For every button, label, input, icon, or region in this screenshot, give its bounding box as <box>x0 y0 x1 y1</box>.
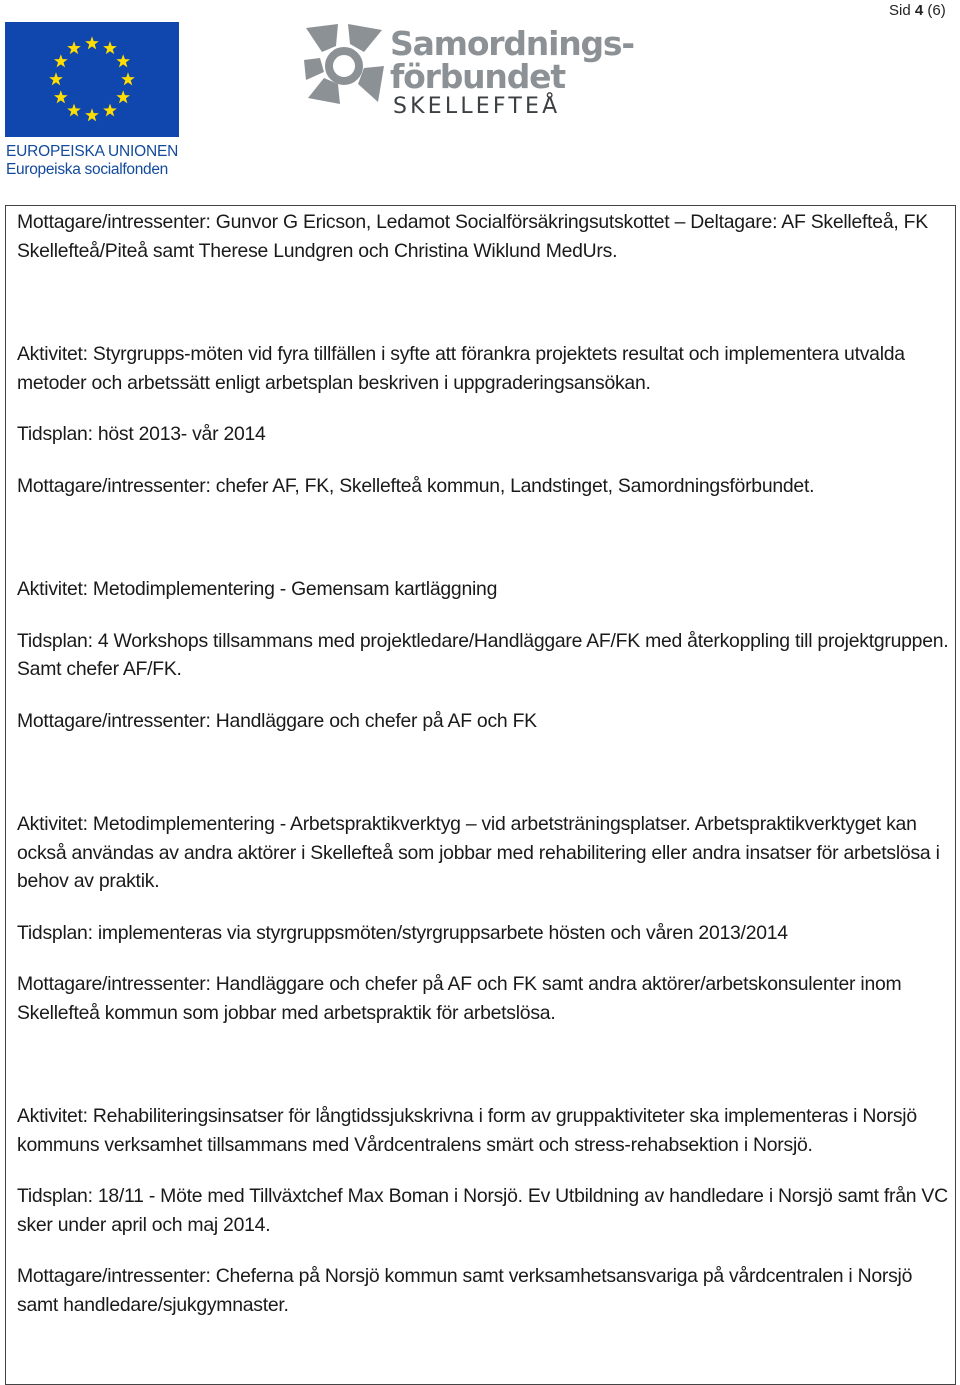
paragraph-recipients-2: Mottagare/intressenter: chefer AF, FK, Skellefteå kommun, Landstinget, Samordningsförbundet. <box>17 474 815 497</box>
paragraph-activity-steering-meetings: Aktivitet: Styrgrupps-möten vid fyra tillfällen i syfte att förankra projektets resultat och implementera utvalda metoder och arbetssätt enligt arbetsplan beskriven i uppgraderingsansökan. <box>17 343 905 394</box>
eu-logo-line2: Europeiska socialfonden <box>6 161 168 178</box>
page-number-current: 4 <box>914 2 924 19</box>
paragraph-timeline-4: Tidsplan: 18/11 - Möte med Tillväxtchef Max Boman i Norsjö. Ev Utbildning av handledare i Norsjö samt från VC sker under april och maj 2014. <box>17 1185 948 1236</box>
eu-star-icon <box>67 103 81 116</box>
samordningsforbundet-logo <box>300 20 640 122</box>
eu-star-icon <box>85 36 99 49</box>
paragraph-recipients-1: Mottagare/intressenter: Gunvor G Ericson, Ledamot Socialförsäkringsutskottet – Deltagare: AF Skellefteå, FK Skellefteå/Piteå samt Therese Lundgren och Christina Wiklund MedUrs. <box>17 211 928 262</box>
eu-star-icon <box>121 72 135 85</box>
eu-logo <box>5 22 181 182</box>
samordningsforbundet-name-line1: Samordnings- <box>390 24 634 63</box>
paragraph-timeline-1: Tidsplan: höst 2013- vår 2014 <box>17 423 266 445</box>
samordningsforbundet-name-line2: förbundet <box>390 57 565 96</box>
paragraph-timeline-2: Tidsplan: 4 Workshops tillsammans med projektledare/Handläggare AF/FK med återkoppling till projektgruppen. Samt chefer AF/FK. <box>17 629 949 680</box>
page-number-total: (6) <box>927 2 946 19</box>
eu-star-icon <box>49 72 63 85</box>
eu-star-icon <box>103 41 117 54</box>
paragraph-activity-mapping: Aktivitet: Metodimplementering - Gemensam kartläggning <box>17 578 498 600</box>
eu-star-icon <box>116 90 130 103</box>
eu-star-icon <box>103 103 117 116</box>
eu-star-icon <box>85 108 99 121</box>
document-body <box>17 208 952 1319</box>
samordningsforbundet-city: SKELLEFTEÅ <box>393 94 561 119</box>
paragraph-activity-work-practice-tool: Aktivitet: Metodimplementering - Arbetspraktikverktyg – vid arbetsträningsplatser. Arbetspraktikverktyget kan också användas av andra aktörer i Skellefteå som jobbar med rehabilitering eller andra insatser för arbetslösa i behov av praktik. <box>17 813 940 892</box>
paragraph-timeline-3: Tidsplan: implementeras via styrgruppsmöten/styrgruppsarbete hösten och våren 2013/2014 <box>17 921 788 944</box>
paragraph-recipients-5: Mottagare/intressenter: Cheferna på Norsjö kommun samt verksamhetsansvariga på vårdcentralen i Norsjö samt handledare/sjukgymnaster. <box>17 1265 913 1316</box>
eu-star-icon <box>67 41 81 54</box>
samordningsforbundet-symbol-icon <box>302 22 386 106</box>
paragraph-activity-rehabilitation: Aktivitet: Rehabiliteringsinsatser för långtidssjukskrivna i form av gruppaktiviteter ska implementeras i Norsjö kommuns verksamhet tillsammans med Vårdcentralens smärt och stress-rehabsektion i Norsjö. <box>17 1105 917 1156</box>
eu-stars-icon <box>5 22 179 137</box>
page-number <box>889 2 946 19</box>
eu-logo-line1: EUROPEISKA UNIONEN <box>6 143 179 160</box>
eu-star-icon <box>54 90 68 103</box>
eu-flag <box>5 22 179 137</box>
eu-star-icon <box>116 54 130 67</box>
page-number-prefix: Sid <box>889 2 915 19</box>
paragraph-recipients-3: Mottagare/intressenter: Handläggare och chefer på AF och FK <box>17 709 537 732</box>
eu-star-icon <box>54 54 68 67</box>
paragraph-recipients-4: Mottagare/intressenter: Handläggare och chefer på AF och FK samt andra aktörer/arbetskonsulenter inom Skellefteå kommun som jobbar med arbetspraktik för arbetslösa. <box>17 973 902 1024</box>
